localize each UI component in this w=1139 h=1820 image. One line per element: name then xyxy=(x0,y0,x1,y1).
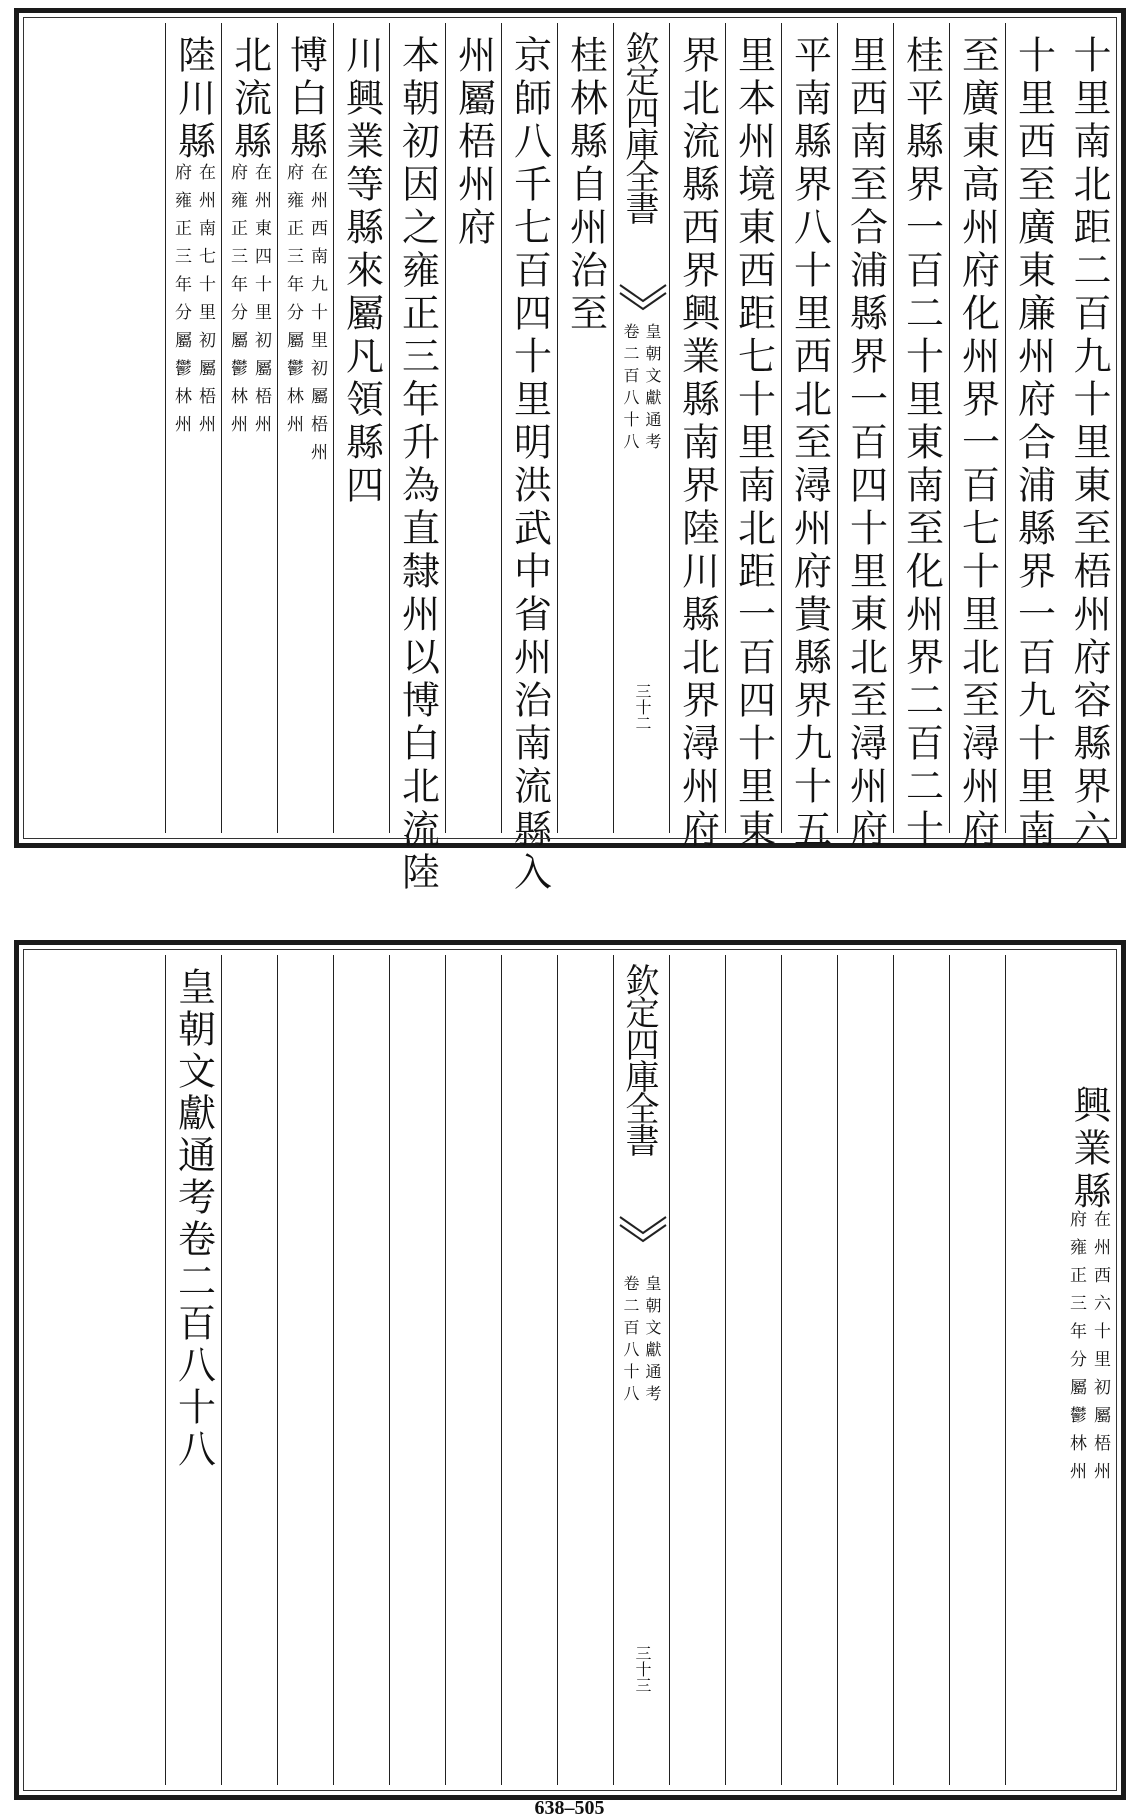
text-column xyxy=(277,23,333,833)
text-column xyxy=(165,23,221,833)
text-column xyxy=(389,955,445,1785)
column-text: 川興業等縣來屬凡領縣四 xyxy=(339,35,384,508)
text-column xyxy=(333,955,389,1785)
text-column xyxy=(333,23,389,833)
annotation-left: 府雍正三年分屬鬱林州 xyxy=(227,163,247,443)
text-column xyxy=(1061,23,1117,852)
page-code: 638–505 xyxy=(534,1797,605,1819)
text-column xyxy=(893,955,949,1785)
column-text: 北流縣 xyxy=(227,35,272,164)
text-column xyxy=(781,955,837,1785)
page-number: 三十二 xyxy=(633,683,652,731)
column-text: 至廣東高州府化州界一百七十里北至潯州府 xyxy=(955,35,1000,852)
annotation-left: 府雍正三年分屬鬱林州 xyxy=(283,163,303,443)
text-column xyxy=(1005,23,1061,852)
text-column xyxy=(389,23,445,895)
text-column xyxy=(165,955,221,1785)
center-fold xyxy=(613,955,669,1785)
text-column xyxy=(781,23,837,852)
text-column xyxy=(725,955,781,1785)
column-text: 博白縣 xyxy=(283,35,328,164)
text-column xyxy=(501,23,557,895)
annotation-right: 在州南七十里初屬梧州 xyxy=(195,163,215,443)
closing-title: 皇朝文獻通考卷二百八十八 xyxy=(171,967,216,1471)
text-column xyxy=(949,23,1005,852)
column-text: 里西南至合浦縣界一百四十里東北至潯州府 xyxy=(843,35,888,852)
column-text: 桂平縣界一百二十里東南至化州界二百二十 xyxy=(899,35,944,852)
text-column xyxy=(557,955,613,1785)
page-number: 三十三 xyxy=(633,1645,652,1693)
annotation-right: 在州西南九十里初屬梧州 xyxy=(307,163,327,471)
fish-tail-mark-icon xyxy=(618,281,668,327)
volume-label: 卷二百八十八 xyxy=(621,1275,640,1407)
column-text: 陸川縣 xyxy=(171,35,216,164)
lower-page xyxy=(14,940,1126,1800)
annotation-right: 在州東四十里初屬梧州 xyxy=(251,163,271,443)
text-column xyxy=(445,23,501,833)
column-text: 平南縣界八十里西北至潯州府貴縣界九十五 xyxy=(787,35,832,852)
column-text: 京師八千七百四十里明洪武中省州治南流縣入 xyxy=(507,35,552,895)
column-text: 十里西至廣東廉州府合浦縣界一百九十里南 xyxy=(1011,35,1056,852)
text-column xyxy=(893,23,949,852)
text-column xyxy=(445,955,501,1785)
column-text: 本朝初因之雍正三年升為直隸州以博白北流陸 xyxy=(395,35,440,895)
annotation-left: 府雍正三年分屬鬱林州 xyxy=(1066,1210,1086,1490)
annotation-left: 府雍正三年分屬鬱林州 xyxy=(171,163,191,443)
column-text: 里本州境東西距七十里南北距一百四十里東 xyxy=(731,35,776,852)
text-column xyxy=(1005,955,1061,1785)
volume-label: 卷二百八十八 xyxy=(621,323,640,455)
column-text: 十里南北距二百九十里東至梧州府容縣界六 xyxy=(1067,35,1111,852)
annotation-right: 在州西六十里初屬梧州 xyxy=(1090,1210,1110,1490)
column-text: 州屬梧州府 xyxy=(451,35,496,250)
text-column xyxy=(277,955,333,1785)
book-title: 欽定四庫全書 xyxy=(619,31,659,223)
text-column xyxy=(221,955,277,1785)
text-column xyxy=(1061,955,1117,1785)
text-column xyxy=(221,23,277,833)
text-column xyxy=(725,23,781,852)
column-text: 界北流縣西界興業縣南界陸川縣北界潯州府 xyxy=(675,35,720,852)
book-subtitle: 皇朝文獻通考 xyxy=(643,323,662,455)
column-text: 興業縣 xyxy=(1067,1085,1111,1214)
text-column xyxy=(837,955,893,1785)
text-column xyxy=(949,955,1005,1785)
fish-tail-mark-icon xyxy=(618,1213,668,1259)
column-text: 桂林縣自州治至 xyxy=(563,35,608,336)
text-column xyxy=(837,23,893,852)
text-column xyxy=(669,955,725,1785)
upper-page xyxy=(14,8,1126,895)
center-fold xyxy=(613,23,669,833)
book-title: 欽定四庫全書 xyxy=(619,963,659,1155)
text-column xyxy=(557,23,613,833)
text-column xyxy=(669,23,725,852)
text-column xyxy=(501,955,557,1785)
book-subtitle: 皇朝文獻通考 xyxy=(643,1275,662,1407)
